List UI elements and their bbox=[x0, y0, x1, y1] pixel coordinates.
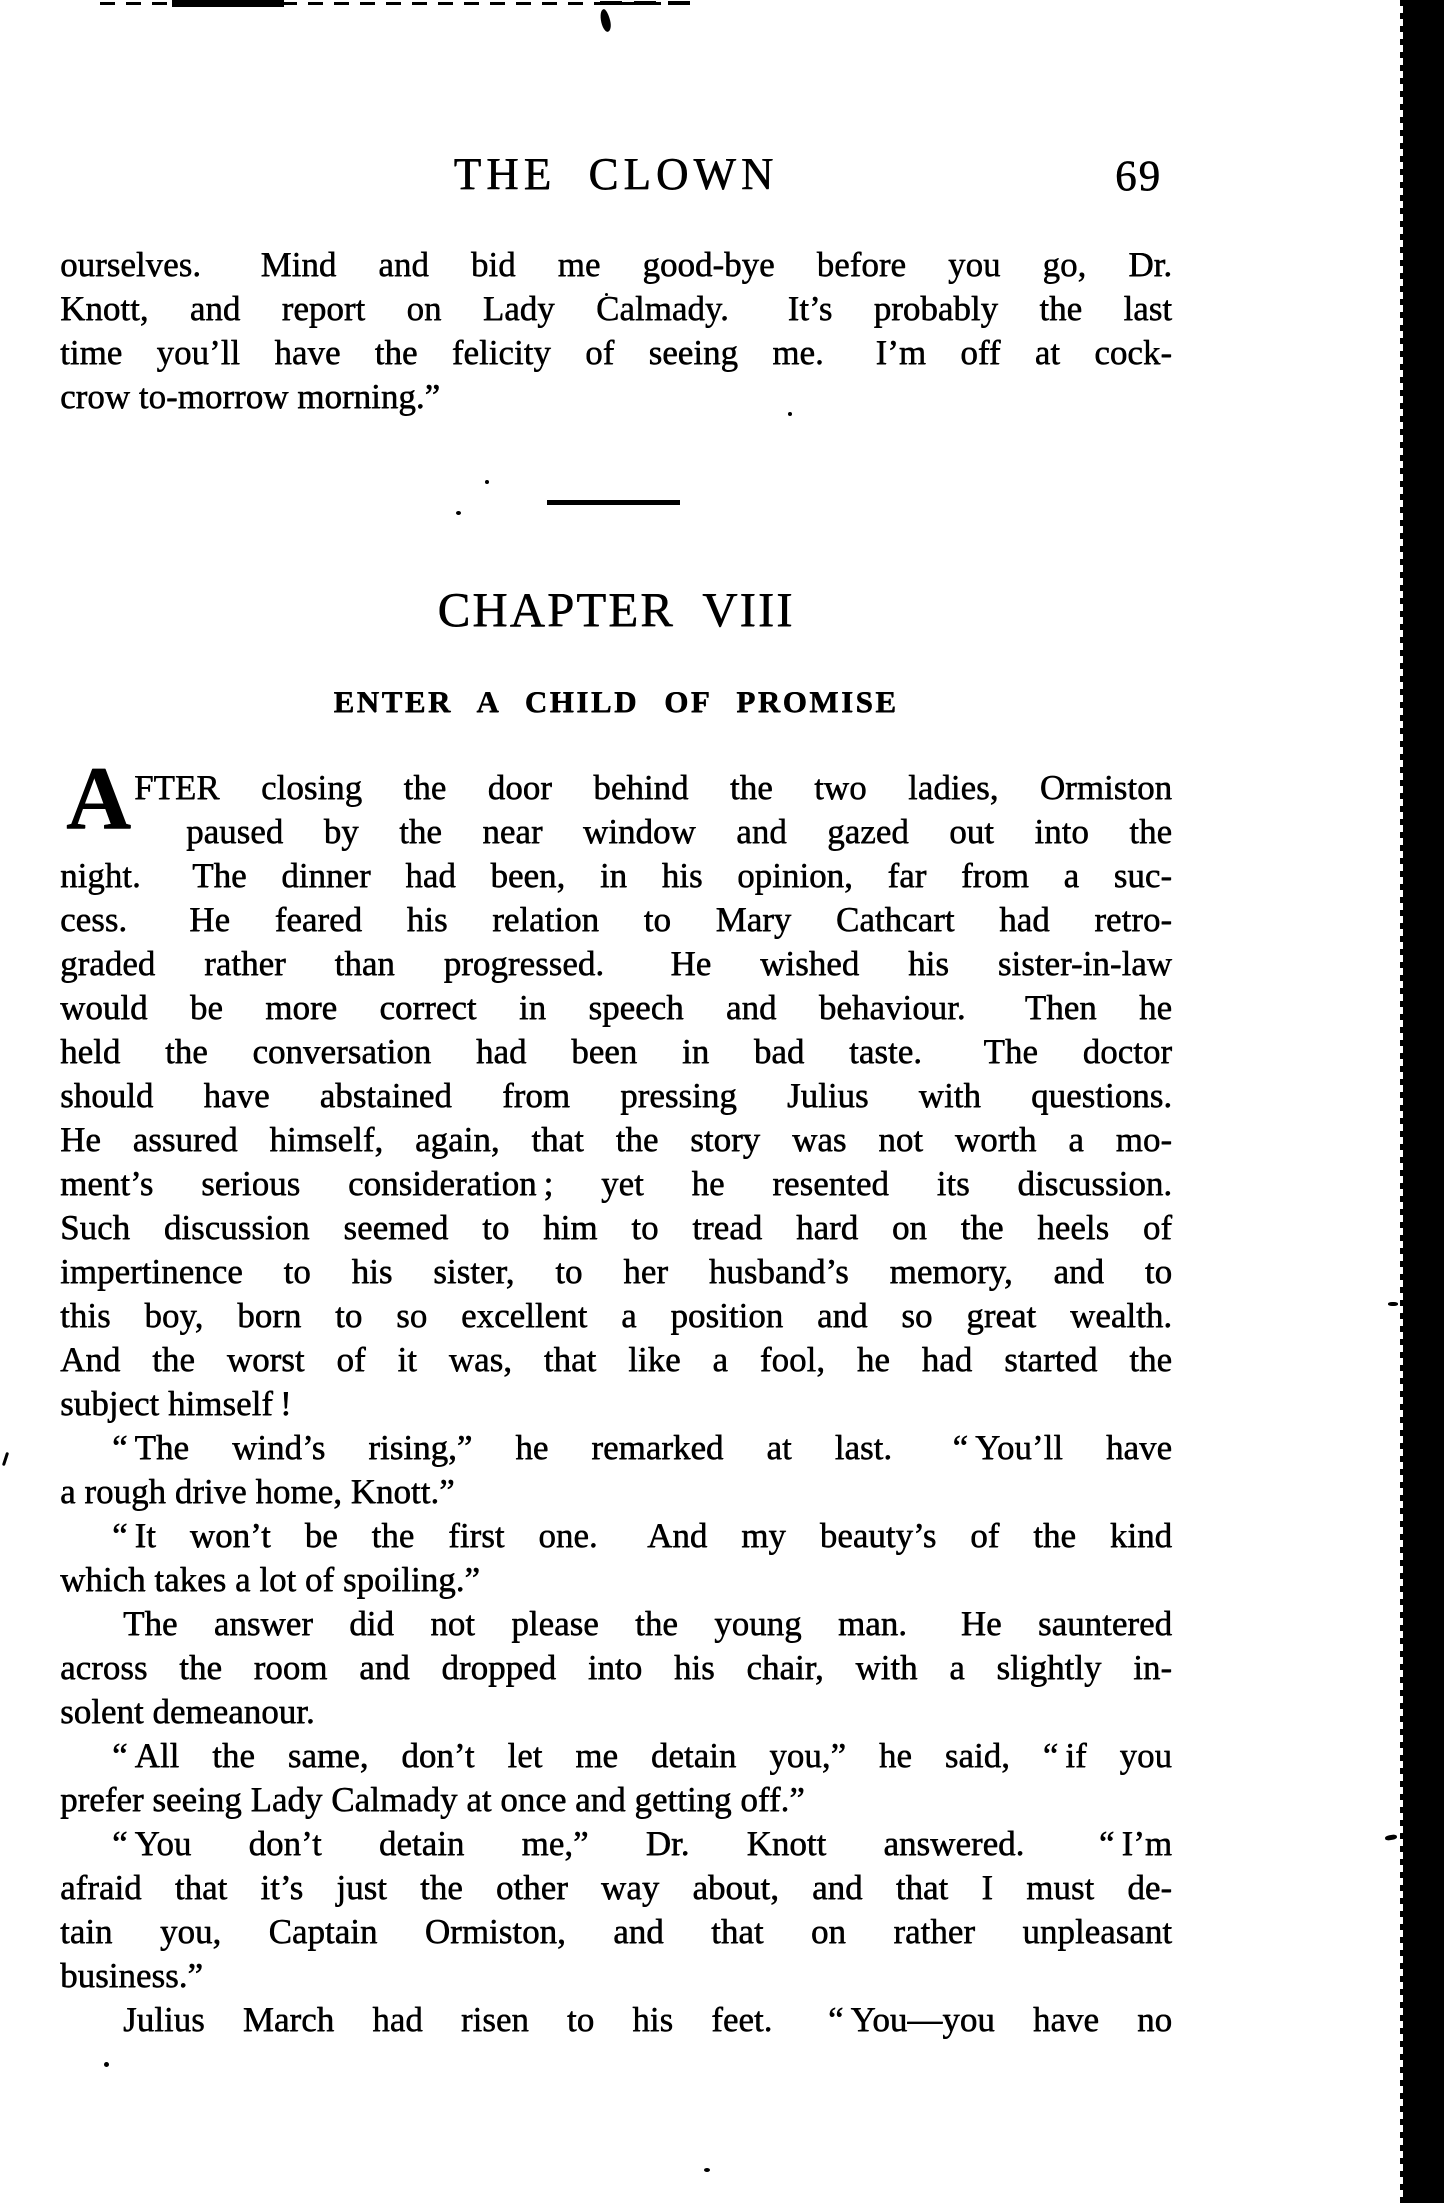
text-line: FTER closing the door behind the two ladies, Ormiston bbox=[134, 768, 1172, 807]
text-line: “ All the same, don’t let me detain you,” he said, “ if you bbox=[112, 1736, 1172, 1775]
intro-paragraph bbox=[60, 243, 1172, 419]
scan-speck bbox=[485, 480, 489, 484]
page-number: 69 bbox=[1115, 153, 1162, 200]
text-line: tain you, Captain Ormiston, and that on rather unpleasant bbox=[60, 1912, 1172, 1951]
text-line: prefer seeing Lady Calmady at once and getting off.” bbox=[60, 1780, 805, 1819]
chapter-heading: CHAPTER VIII bbox=[437, 582, 795, 637]
scan-artifact-top-mid-dash bbox=[600, 1, 690, 5]
text-line: Julius March had risen to his feet. “ You—you have no bbox=[123, 2000, 1172, 2039]
text-line: would be more correct in speech and behaviour. Then he bbox=[60, 988, 1172, 1027]
text-line: subject himself ! bbox=[60, 1384, 292, 1423]
text-line: And the worst of it was, that like a fool, he had started the bbox=[60, 1340, 1172, 1379]
text-line: He assured himself, again, that the story was not worth a mo- bbox=[60, 1120, 1172, 1159]
section-divider-rule bbox=[547, 500, 680, 505]
text-line: ment’s serious consideration ; yet he resented its discussion. bbox=[60, 1164, 1172, 1203]
text-line: afraid that it’s just the other way about, and that I must de- bbox=[60, 1868, 1172, 1907]
text-line: across the room and dropped into his chair, with a slightly in- bbox=[60, 1648, 1172, 1687]
text-line: time you’ll have the felicity of seeing me. I’m off at cock- bbox=[60, 333, 1172, 372]
text-line: crow to-morrow morning.” bbox=[60, 377, 441, 416]
text-line: “ The wind’s rising,” he remarked at last. “ You’ll have bbox=[112, 1428, 1172, 1467]
scan-speck bbox=[2, 1452, 9, 1466]
scan-speck bbox=[704, 2168, 710, 2172]
scan-speck bbox=[104, 2062, 109, 2067]
text-line: this boy, born to so excellent a position and so great wealth. bbox=[60, 1296, 1172, 1335]
chapter-subheading: ENTER A CHILD OF PROMISE bbox=[333, 684, 899, 719]
text-line: should have abstained from pressing Julius with questions. bbox=[60, 1076, 1172, 1115]
text-line: held the conversation had been in bad taste. The doctor bbox=[60, 1032, 1172, 1071]
text-line: which takes a lot of spoiling.” bbox=[60, 1560, 480, 1599]
running-header bbox=[60, 148, 1172, 208]
text-line: night. The dinner had been, in his opinion, far from a suc- bbox=[60, 856, 1172, 895]
text-line: paused by the near window and gazed out into the bbox=[186, 812, 1172, 851]
text-line: cess. He feared his relation to Mary Cathcart had retro- bbox=[60, 900, 1172, 939]
scan-artifact-top-thick-dash bbox=[172, 0, 284, 7]
text-line: Such discussion seemed to him to tread hard on the heels of bbox=[60, 1208, 1172, 1247]
drop-cap-letter: A bbox=[66, 749, 131, 848]
text-line: business.” bbox=[60, 1956, 203, 1995]
text-line: “ It won’t be the first one. And my beauty’s of the kind bbox=[112, 1516, 1172, 1555]
scan-artifact-ink-mark bbox=[598, 8, 612, 32]
scan-speck bbox=[456, 511, 461, 515]
text-line: “ You don’t detain me,” Dr. Knott answered. “ I’m bbox=[112, 1824, 1172, 1863]
chapter-body bbox=[60, 749, 1172, 2042]
text-line: ourselves. Mind and bid me good-bye before you go, Dr. bbox=[60, 245, 1172, 284]
text-line: Knott, and report on Lady Calmady. It’s probably the last bbox=[60, 289, 1172, 328]
text-line: solent demeanour. bbox=[60, 1692, 315, 1731]
text-line: graded rather than progressed. He wished his sister-in-law bbox=[60, 944, 1172, 983]
text-line: impertinence to his sister, to her husband’s memory, and to bbox=[60, 1252, 1172, 1291]
scan-gutter-shadow bbox=[1403, 0, 1444, 2203]
text-line: a rough drive home, Knott.” bbox=[60, 1472, 455, 1511]
scan-speck bbox=[1388, 1302, 1398, 1306]
text-line: The answer did not please the young man. He sauntered bbox=[123, 1604, 1172, 1643]
scan-speck bbox=[1385, 1834, 1398, 1841]
running-title: THE CLOWN bbox=[453, 149, 779, 199]
